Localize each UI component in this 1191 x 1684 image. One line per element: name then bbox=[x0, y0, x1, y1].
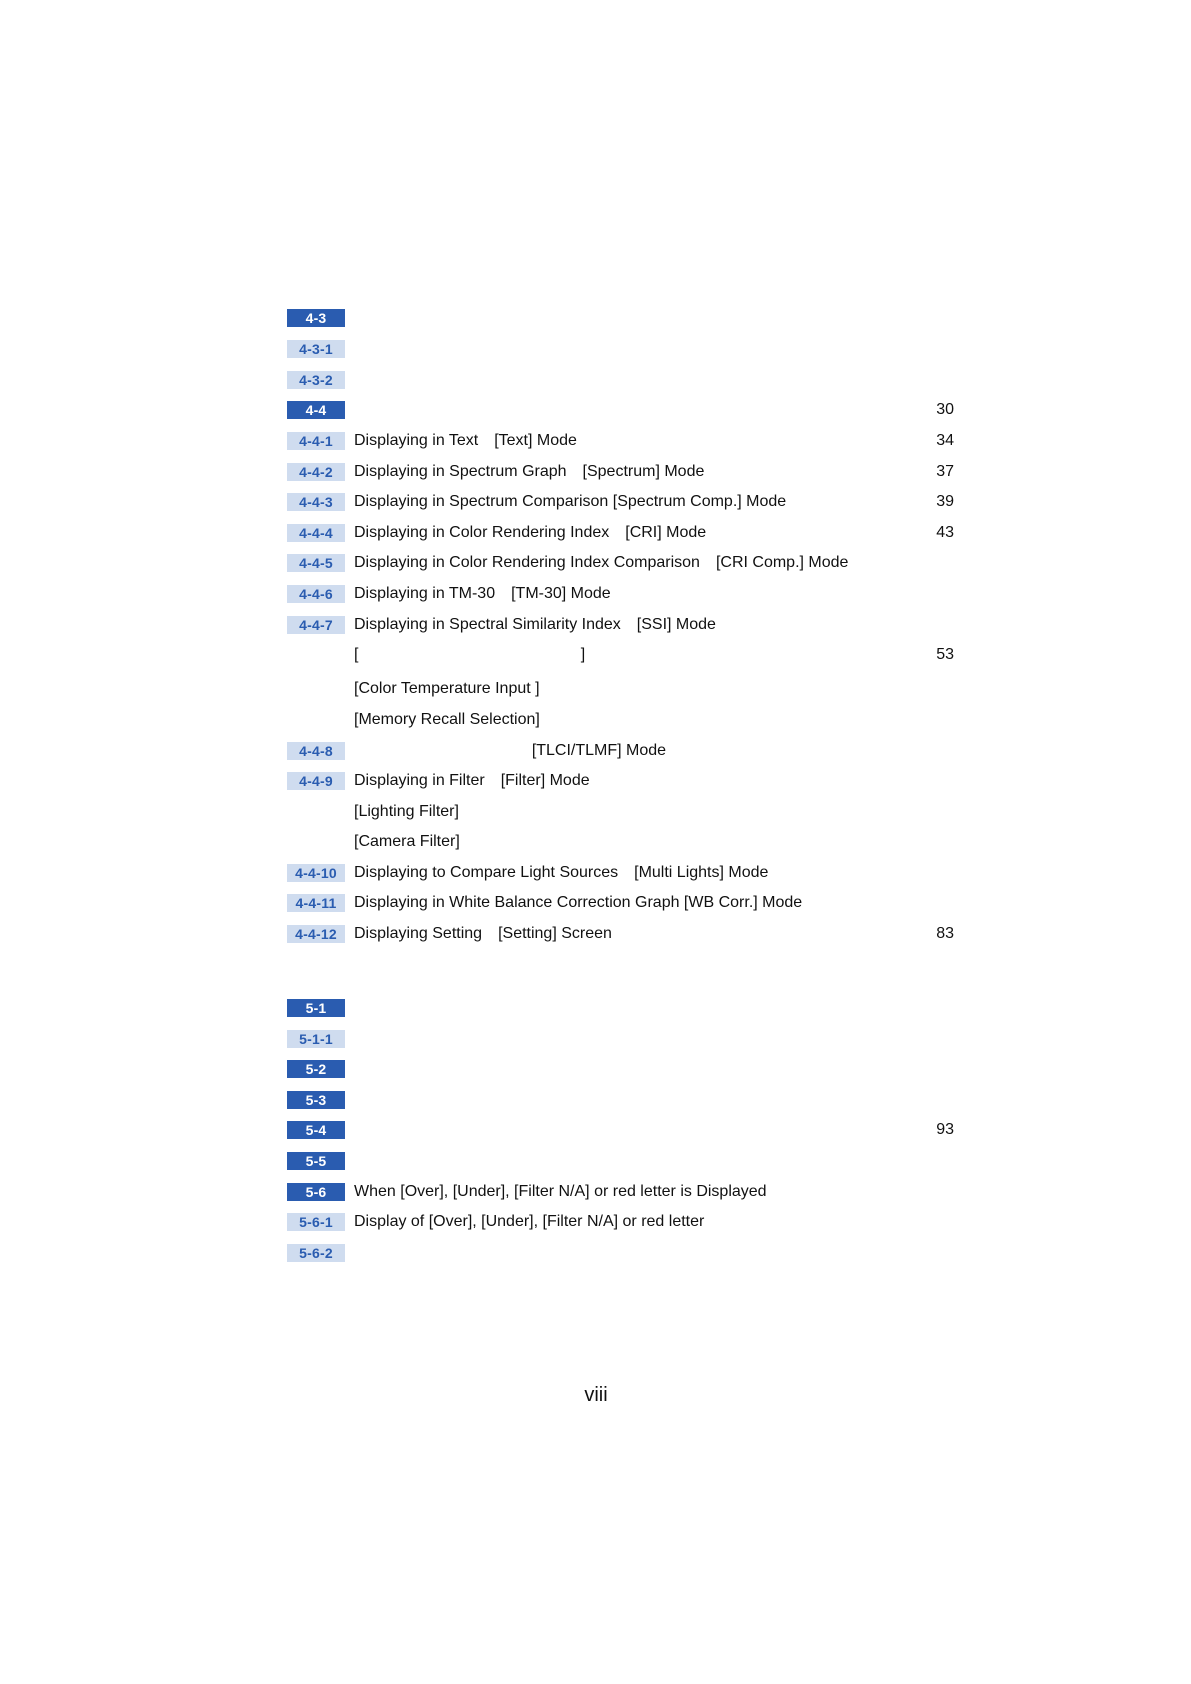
toc-entry-title: Displaying in Spectrum Graph [Spectrum] Mode bbox=[354, 463, 705, 480]
section-number-badge: 5-6-1 bbox=[287, 1213, 345, 1231]
toc-entry-page: 34 bbox=[936, 432, 954, 449]
section-number-badge: 4-4-7 bbox=[287, 616, 345, 634]
section-number-badge: 4-4-12 bbox=[287, 925, 345, 943]
toc-entry-page: 83 bbox=[936, 925, 954, 942]
toc-entry-title: [Lighting Filter] bbox=[354, 803, 459, 820]
section-number-badge: 4-4-1 bbox=[287, 432, 345, 450]
toc-entry[interactable] bbox=[287, 1210, 957, 1234]
toc-entry-page: 37 bbox=[936, 463, 954, 480]
toc-entry-title: Displaying in Color Rendering Index Comparison [CRI Comp.] Mode bbox=[354, 554, 849, 571]
toc-entry[interactable] bbox=[287, 643, 957, 667]
toc-entry[interactable] bbox=[287, 490, 957, 514]
toc-entry[interactable] bbox=[287, 429, 957, 453]
toc-entry[interactable] bbox=[287, 1180, 957, 1204]
section-number-badge: 4-4-2 bbox=[287, 463, 345, 481]
section-number-badge: 4-4-8 bbox=[287, 742, 345, 760]
toc-entry[interactable] bbox=[287, 551, 957, 575]
toc-entry[interactable] bbox=[287, 582, 957, 606]
section-number-badge: 4-4-11 bbox=[287, 894, 345, 912]
toc-entry[interactable] bbox=[287, 1149, 957, 1173]
section-number-badge: 4-4-9 bbox=[287, 772, 345, 790]
toc-entry[interactable] bbox=[287, 677, 957, 701]
section-number-badge: 4-3 bbox=[287, 309, 345, 327]
toc-entry-title: Displaying in Spectrum Comparison [Spectrum Comp.] Mode bbox=[354, 493, 787, 510]
toc-entry-title: When [Over], [Under], [Filter N/A] or red letter is Displayed bbox=[354, 1183, 767, 1200]
toc-entry-title: [ ] bbox=[354, 646, 586, 663]
toc-entry[interactable] bbox=[287, 521, 957, 545]
section-number-badge: 5-6 bbox=[287, 1183, 345, 1201]
section-number-badge: 5-6-2 bbox=[287, 1244, 345, 1262]
section-number-badge: 4-4-5 bbox=[287, 554, 345, 572]
section-number-badge: 5-4 bbox=[287, 1121, 345, 1139]
page-number: viii bbox=[584, 1384, 608, 1406]
toc-entry-title: Displaying in Color Rendering Index [CRI] Mode bbox=[354, 524, 707, 541]
toc-entry[interactable] bbox=[287, 769, 957, 793]
section-number-badge: 5-1 bbox=[287, 999, 345, 1017]
toc-entry[interactable] bbox=[287, 739, 957, 763]
toc-entry[interactable] bbox=[287, 398, 957, 422]
toc-entry[interactable] bbox=[287, 708, 957, 732]
section-number-badge: 4-4-10 bbox=[287, 864, 345, 882]
toc-entry[interactable] bbox=[287, 368, 957, 392]
section-number-badge: 4-3-2 bbox=[287, 371, 345, 389]
toc-entry-title: Displaying Setting [Setting] Screen bbox=[354, 925, 612, 942]
section-number-badge: 5-1-1 bbox=[287, 1030, 345, 1048]
toc-entry-title: [TLCI/TLMF] Mode bbox=[354, 742, 667, 759]
toc-entry-page: 43 bbox=[936, 524, 954, 541]
section-number-badge: 4-4 bbox=[287, 401, 345, 419]
toc-entry-title: Displaying in Spectral Similarity Index [SSI] Mode bbox=[354, 616, 716, 633]
toc-entry-title: Displaying in Text [Text] Mode bbox=[354, 432, 577, 449]
toc-entry[interactable] bbox=[287, 1118, 957, 1142]
toc-entry-page: 53 bbox=[936, 646, 954, 663]
toc-entry[interactable] bbox=[287, 1241, 957, 1265]
toc-entry[interactable] bbox=[287, 861, 957, 885]
toc-entry-title: [Camera Filter] bbox=[354, 833, 460, 850]
toc-entry[interactable] bbox=[287, 337, 957, 361]
section-number-badge: 4-4-4 bbox=[287, 524, 345, 542]
toc-entry[interactable] bbox=[287, 1088, 957, 1112]
toc-entry-title: Displaying in Filter [Filter] Mode bbox=[354, 772, 590, 789]
toc-entry-title: Displaying in TM-30 [TM-30] Mode bbox=[354, 585, 611, 602]
section-number-badge: 5-2 bbox=[287, 1060, 345, 1078]
toc-entry-title: Display of [Over], [Under], [Filter N/A] or red letter bbox=[354, 1213, 705, 1230]
section-number-badge: 5-5 bbox=[287, 1152, 345, 1170]
toc-entry[interactable] bbox=[287, 1027, 957, 1051]
toc-entry[interactable] bbox=[287, 1057, 957, 1081]
toc-entry-title: [Memory Recall Selection] bbox=[354, 711, 540, 728]
toc-entry[interactable] bbox=[287, 460, 957, 484]
section-number-badge: 5-3 bbox=[287, 1091, 345, 1109]
toc-entry[interactable] bbox=[287, 922, 957, 946]
toc-entry-page: 93 bbox=[936, 1121, 954, 1138]
toc-entry[interactable] bbox=[287, 891, 957, 915]
toc-entry-page: 39 bbox=[936, 493, 954, 510]
toc-entry[interactable] bbox=[287, 613, 957, 637]
toc-entry[interactable] bbox=[287, 800, 957, 824]
toc-entry-title: Displaying to Compare Light Sources [Multi Lights] Mode bbox=[354, 864, 769, 881]
toc-entry-page: 30 bbox=[936, 401, 954, 418]
toc-entry[interactable] bbox=[287, 306, 957, 330]
toc-entry[interactable] bbox=[287, 830, 957, 854]
section-number-badge: 4-4-3 bbox=[287, 493, 345, 511]
section-number-badge: 4-3-1 bbox=[287, 340, 345, 358]
section-number-badge: 4-4-6 bbox=[287, 585, 345, 603]
toc-entry[interactable] bbox=[287, 996, 957, 1020]
toc-entry-title: [Color Temperature Input ] bbox=[354, 680, 540, 697]
toc-entry-title: Displaying in White Balance Correction Graph [WB Corr.] Mode bbox=[354, 894, 803, 911]
